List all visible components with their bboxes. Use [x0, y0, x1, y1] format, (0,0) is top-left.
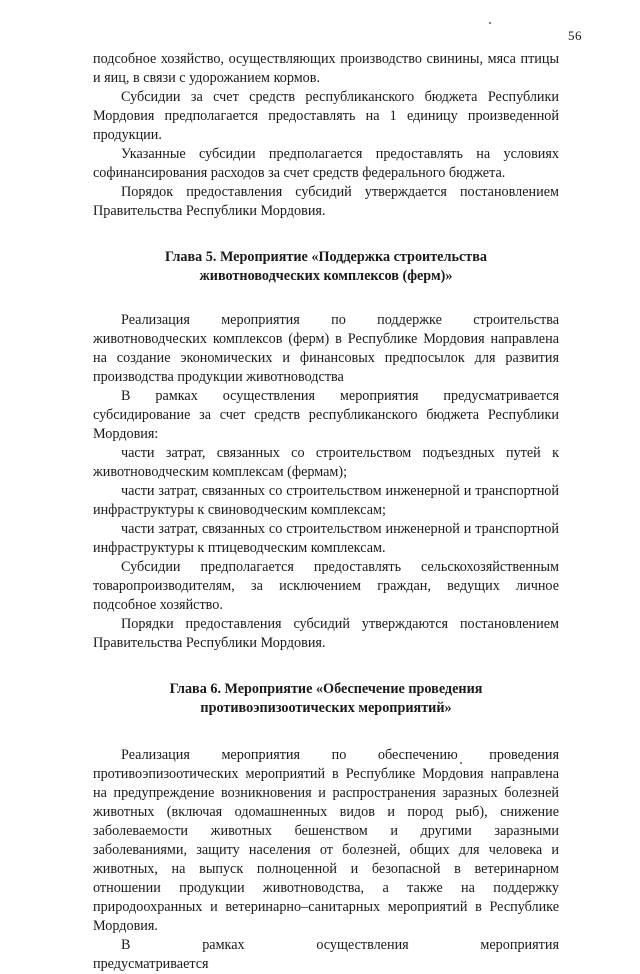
paragraph: Указанные субсидии предполагается предоставлять на условиях софинансирования расходов за счет средств федерального бюджета.	[93, 146, 559, 181]
chapter-5-heading	[93, 248, 559, 286]
paragraph: Реализация мероприятия по поддержке строительства животноводческих комплексов (ферм) в Республике Мордовия направлена на создание экономических и финансовых предпосылок для развития производства продукции животноводства	[93, 312, 559, 385]
chapter-5-title-line: животноводческих комплексов (ферм)»	[199, 268, 453, 284]
chapter-6-title-line: противоэпизоотических мероприятий»	[200, 700, 452, 716]
paragraph: Реализация мероприятия по обеспечению проведения противоэпизоотических мероприятий в Республике Мордовия направлена на предупреждение возникновения и распространения заразных болезней животных (включая одомашненных видов и пород рыб), снижение заболеваемости животных бешенством и другими заразными заболеваниями, защиту населения от болезней, общих для человека и животных, на выпуск полноценной и безопасной в ветеринарном отношении продукции животноводства, а также на поддержку природоохранных и ветеринарно–санитарных мероприятий в Республике Мордовия.	[93, 747, 559, 934]
chapter-5-title-line: Глава 5. Мероприятие «Поддержка строительства	[165, 249, 487, 265]
paragraph: В рамках осуществления мероприятия предусматривается	[93, 937, 559, 972]
chapter-6-title-line: Глава 6. Мероприятие «Обеспечение проведения	[169, 681, 483, 697]
paragraph: Субсидии за счет средств республиканского бюджета Республики Мордовия предполагается предоставлять на 1 единицу произведенной продукции.	[93, 89, 559, 143]
list-item: части затрат, связанных со строительством инженерной и транспортной инфраструктуры к свиноводческим комплексам;	[93, 483, 559, 518]
paragraph: подсобное хозяйство, осуществляющих производство свинины, мяса птицы и яиц, в связи с удорожанием кормов.	[93, 51, 559, 86]
scan-speck	[489, 22, 491, 24]
list-item: части затрат, связанных со строительством инженерной и транспортной инфраструктуры к птицеводческим комплексам.	[93, 521, 559, 556]
chapter-6-heading	[93, 680, 559, 718]
list-item: части затрат, связанных со строительством подъездных путей к животноводческим комплексам (фермам);	[93, 445, 559, 480]
paragraph: Порядок предоставления субсидий утверждается постановлением Правительства Республики Мордовия.	[93, 184, 559, 219]
paragraph: Порядки предоставления субсидий утверждаются постановлением Правительства Республики Мордовия.	[93, 616, 559, 651]
document-body	[93, 50, 559, 974]
paragraph: В рамках осуществления мероприятия предусматривается субсидирование за счет средств республиканского бюджета Республики Мордовия:	[93, 388, 559, 442]
page-number: 56	[568, 28, 582, 43]
paragraph: Субсидии предполагается предоставлять сельскохозяйственным товаропроизводителям, за исключением граждан, ведущих личное подсобное хозяйство.	[93, 559, 559, 613]
